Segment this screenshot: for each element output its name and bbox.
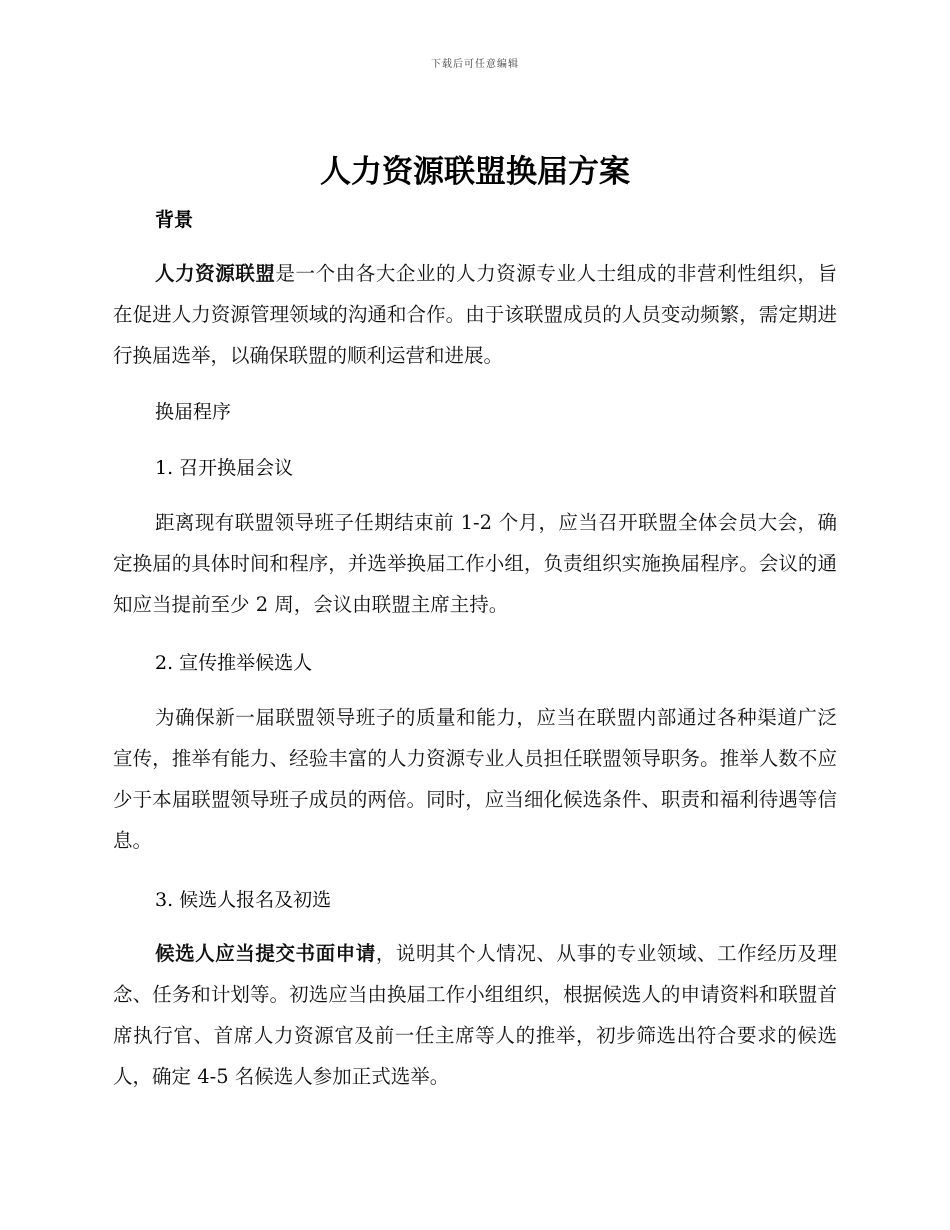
header-note: 下载后可任意编辑 bbox=[431, 59, 519, 70]
section-heading-background: 背景 bbox=[155, 209, 194, 231]
paragraph-step-2 bbox=[113, 697, 837, 861]
paragraph-text: 是一个由各大企业的人力资源专业人士组成的非营利性组织，旨在促进人力资源管理领域的沟通和合作。由于该联盟成员的人员变动频繁，需定期进行换届选举，以确保联盟的顺利运营和进展。 bbox=[113, 262, 837, 367]
paragraph-text: ，说明其个人情况、从事的专业领域、工作经历及理念、任务和计划等。初选应当由换届工作小组组织，根据候选人的申请资料和联盟首席执行官、首席人力资源官及前一任主席等人的推举，初步筛选出符合要求的候选人，确定 4-5 名候选人参加正式选举。 bbox=[113, 942, 837, 1088]
step-heading-1: 1. 召开换届会议 bbox=[155, 457, 294, 479]
paragraph-step-1 bbox=[113, 502, 837, 625]
paragraph-lead: 候选人应当提交书面申请 bbox=[155, 942, 376, 965]
step-heading-2: 2. 宣传推举候选人 bbox=[155, 652, 313, 674]
document-title: 人力资源联盟换届方案 bbox=[320, 154, 630, 190]
section-heading-procedure: 换届程序 bbox=[155, 401, 232, 423]
paragraph-background bbox=[113, 253, 837, 376]
paragraph-text: 为确保新一届联盟领导班子的质量和能力，应当在联盟内部通过各种渠道广泛宣传，推举有能力、经验丰富的人力资源专业人员担任联盟领导职务。推举人数不应少于本届联盟领导班子成员的两倍。同时，应当细化候选条件、职责和福利待遇等信息。 bbox=[113, 706, 837, 852]
paragraph-text: 距离现有联盟领导班子任期结束前 1-2 个月，应当召开联盟全体会员大会，确定换届的具体时间和程序，并选举换届工作小组，负责组织实施换届程序。会议的通知应当提前至少 2 周，会议由联盟主席主持。 bbox=[113, 511, 837, 616]
step-heading-3: 3. 候选人报名及初选 bbox=[155, 889, 332, 911]
paragraph-step-3 bbox=[113, 933, 837, 1097]
paragraph-lead: 人力资源联盟 bbox=[155, 262, 276, 285]
